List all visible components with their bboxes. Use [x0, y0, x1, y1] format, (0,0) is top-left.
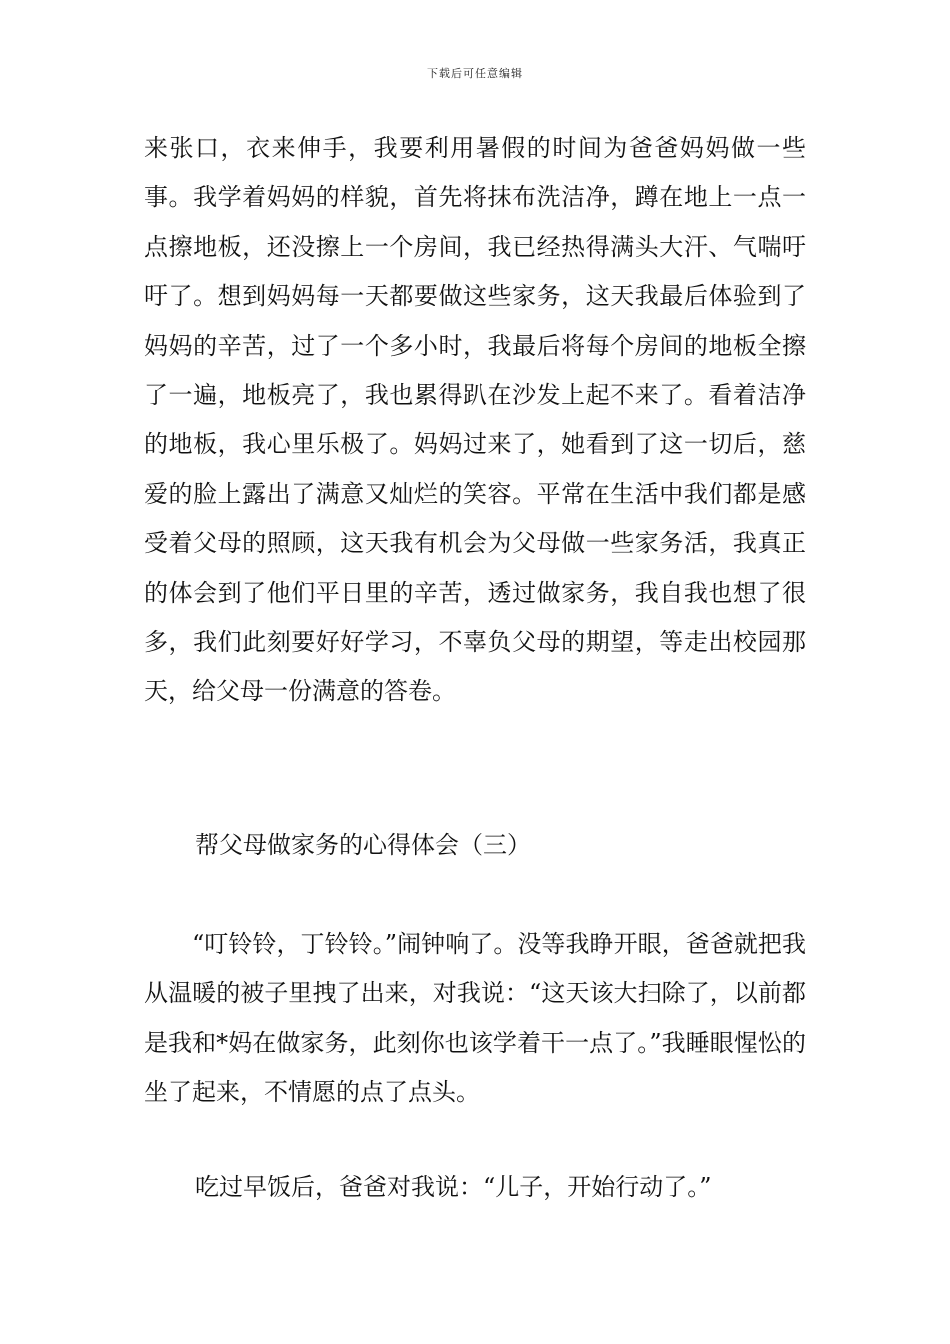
page-header: 下载后可任意编辑	[427, 67, 523, 80]
paragraph-3: 吃过早饭后，爸爸对我说：“儿子，开始行动了。”	[195, 1173, 712, 1201]
section-heading: 帮父母做家务的心得体会（三）	[195, 831, 531, 859]
paragraph-2: “叮铃铃，丁铃铃。”闹钟响了。没等我睁开眼，爸爸就把我从温暖的被子里拽了出来，对我说：“这天该大扫除了，以前都是我和*妈在做家务，此刻你也该学着干一点了。”我睡眼惺忪的坐了起来，不情愿的点了点头。	[144, 930, 806, 1107]
paragraph-1: 来张口，衣来伸手，我要利用暑假的时间为爸爸妈妈做一些事。我学着妈妈的样貌，首先将抹布洗洁净，蹲在地上一点一点擦地板，还没擦上一个房间，我已经热得满头大汗、气喘吁吁了。想到妈妈每一天都要做这些家务，这天我最后体验到了妈妈的辛苦，过了一个多小时，我最后将每个房间的地板全擦了一遍，地板亮了，我也累得趴在沙发上起不来了。看着洁净的地板，我心里乐极了。妈妈过来了，她看到了这一切后，慈爱的脸上露出了满意又灿烂的笑容。平常在生活中我们都是感受着父母的照顾，这天我有机会为父母做一些家务活，我真正的体会到了他们平日里的辛苦，透过做家务，我自我也想了很多，我们此刻要好好学习，不辜负父母的期望，等走出校园那天，给父母一份满意的答卷。	[144, 134, 806, 706]
